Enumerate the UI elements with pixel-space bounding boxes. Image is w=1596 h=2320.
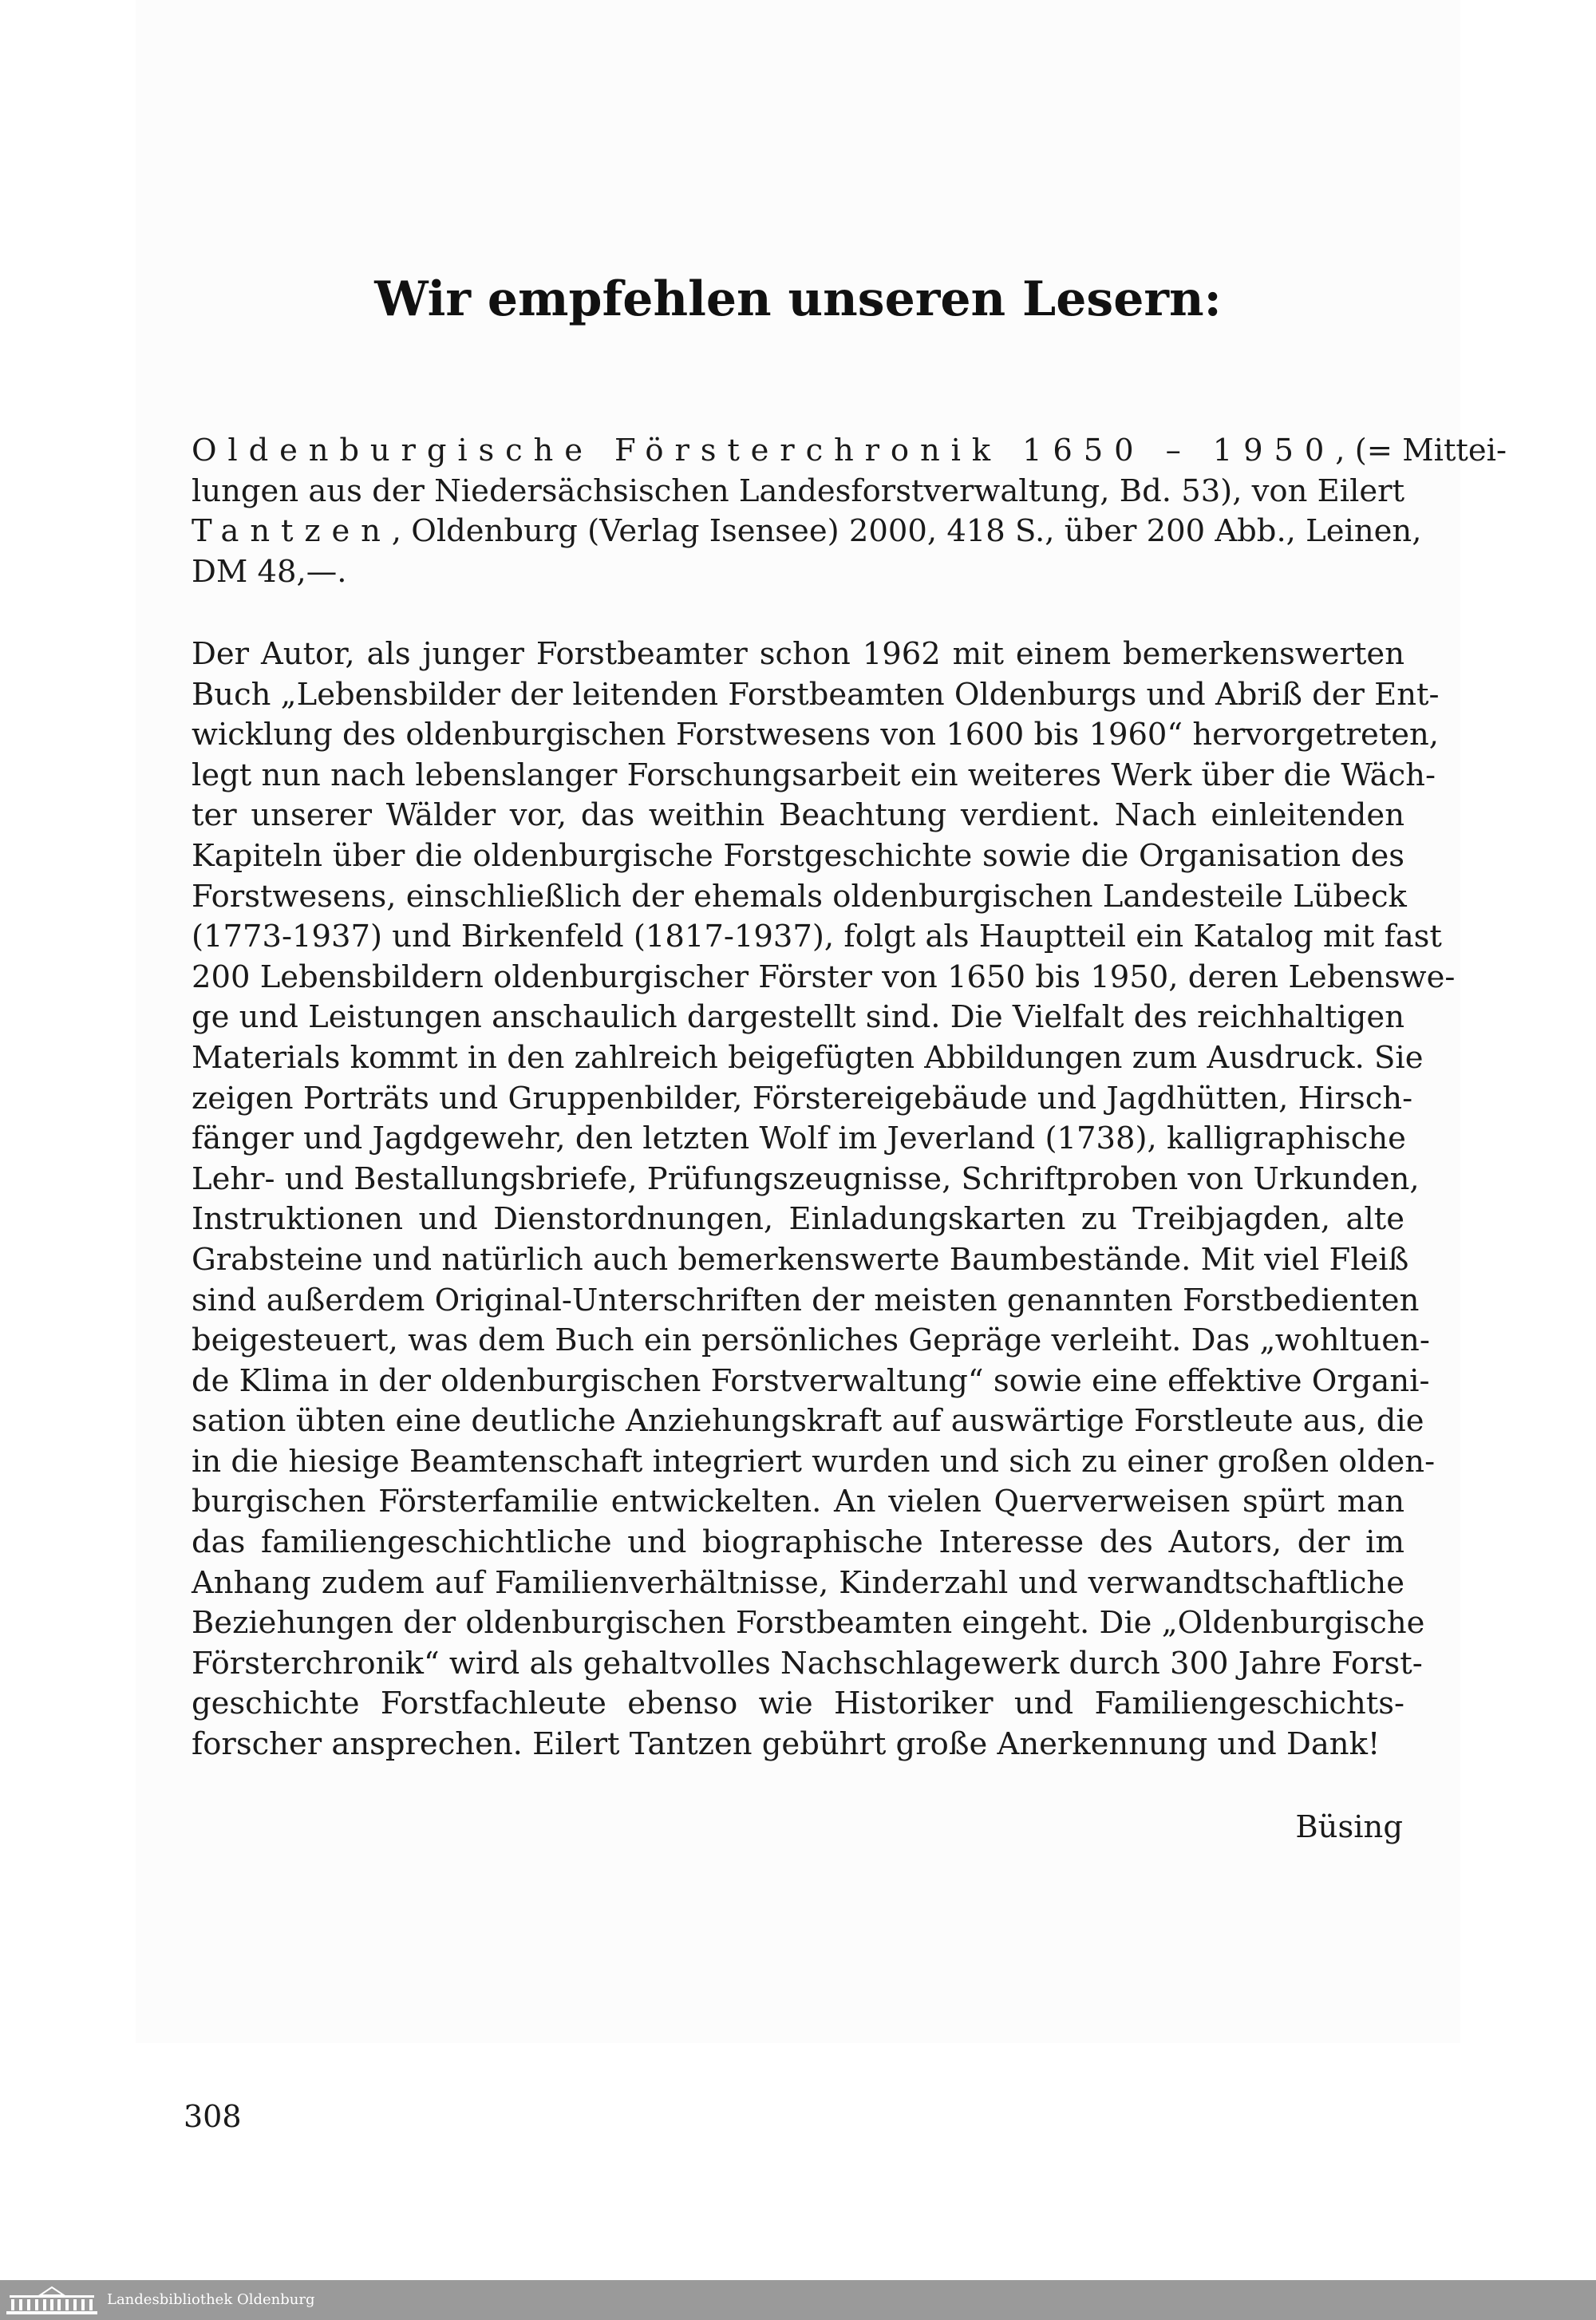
review-line: Kapiteln über die oldenburgische Forstgeschichte sowie die Organisation des — [192, 837, 1404, 874]
review-line: forscher ansprechen. Eilert Tantzen gebührt große Anerkennung und Dank! — [192, 1726, 1381, 1763]
citation-line-4: DM 48,—. — [192, 553, 347, 590]
review-line: de Klima in der oldenburgischen Forstverwaltung“ sowie eine effektive Organi- — [192, 1362, 1430, 1399]
review-line: legt nun nach lebenslanger Forschungsarbeit ein weiteres Werk über die Wäch- — [192, 757, 1436, 793]
page-number: 308 — [184, 2099, 242, 2134]
library-name: Landesbibliothek Oldenburg — [107, 2291, 315, 2308]
review-line: in die hiesige Beamtenschaft integriert wurden und sich zu einer großen olden- — [192, 1443, 1436, 1480]
review-line: Försterchronik“ wird als gehaltvolles Nachschlagewerk durch 300 Jahre Forst- — [192, 1645, 1423, 1682]
citation-line-2: lungen aus der Niedersächsischen Landesforstverwaltung, Bd. 53), von Eilert — [192, 472, 1405, 509]
publication-details: , Oldenburg (Verlag Isensee) 2000, 418 S., über 200 Abb., Leinen, — [391, 513, 1422, 550]
review-line: (1773-1937) und Birkenfeld (1817-1937), folgt als Hauptteil ein Katalog mit fast — [192, 919, 1442, 955]
review-line: Instruktionen und Dienstordnungen, Einladungskarten zu Treibjagden, alte — [192, 1201, 1404, 1238]
library-footer-bar — [0, 2280, 1596, 2320]
review-line: burgischen Försterfamilie entwickelten. An vielen Querverweisen spürt man — [192, 1484, 1404, 1520]
review-line: geschichte Forstfachleute ebenso wie Historiker und Familiengeschichts- — [192, 1686, 1404, 1722]
review-line: sation übten eine deutliche Anziehungskraft auf auswärtige Forstleute aus, die — [192, 1403, 1424, 1440]
review-line: Lehr- und Bestallungsbriefe, Prüfungszeugnisse, Schriftproben von Urkunden, — [192, 1160, 1420, 1197]
review-line: Anhang zudem auf Familienverhältnisse, Kinderzahl und verwandtschaftliche — [192, 1564, 1404, 1601]
book-citation — [192, 431, 1507, 592]
review-line: fänger und Jagdgewehr, den letzten Wolf im Jeverland (1738), kalligraphische — [192, 1120, 1406, 1157]
review-line: wicklung des oldenburgischen Forstwesens von 1600 bis 1960“ hervorgetreten, — [192, 717, 1440, 753]
review-paragraph — [192, 634, 1456, 1765]
series-note: , (= Mittei- — [1335, 433, 1507, 468]
reviewer-signature: Büsing — [1295, 1809, 1403, 1845]
review-line: ge und Leistungen anschaulich dargestellt sind. Die Vielfalt des reichhaltigen — [192, 999, 1405, 1036]
review-line: zeigen Porträts und Gruppenbilder, Förstereigebäude und Jagdhütten, Hirsch- — [192, 1080, 1413, 1117]
citation-line-1 — [192, 431, 1507, 472]
review-line: Beziehungen der oldenburgischen Forstbeamten eingeht. Die „Oldenburgische — [192, 1605, 1425, 1642]
review-line: sind außerdem Original-Unterschriften der meisten genannten Forstbedienten — [192, 1282, 1420, 1318]
review-line: das familiengeschichtliche und biographische Interesse des Autors, der im — [192, 1524, 1404, 1561]
review-line: Materials kommt in den zahlreich beigefügten Abbildungen zum Ausdruck. Sie — [192, 1039, 1424, 1076]
review-line: Grabsteine und natürlich auch bemerkenswerte Baumbestände. Mit viel Fleiß — [192, 1241, 1409, 1278]
page-title: Wir empfehlen unseren Lesern: — [374, 271, 1222, 327]
citation-line-3 — [192, 512, 1422, 552]
review-line: Buch „Lebensbilder der leitenden Forstbeamten Oldenburgs und Abriß der Ent- — [192, 676, 1440, 713]
review-line: Der Autor, als junger Forstbeamter schon 1962 mit einem bemerkenswerten — [192, 636, 1404, 672]
book-title: Oldenburgische Försterchronik 1650 – 1950 — [192, 433, 1336, 468]
review-line: Forstwesens, einschließlich der ehemals oldenburgischen Landesteile Lübeck — [192, 878, 1407, 915]
review-line: beigesteuert, was dem Buch ein persönliches Gepräge verleiht. Das „wohltuen- — [192, 1322, 1430, 1359]
author-surname: Tantzen — [192, 513, 392, 550]
review-line: ter unserer Wälder vor, das weithin Beachtung verdient. Nach einleitenden — [192, 797, 1404, 834]
library-building-icon — [5, 2284, 99, 2316]
review-line: 200 Lebensbildern oldenburgischer Förster von 1650 bis 1950, deren Lebenswe- — [192, 958, 1456, 995]
